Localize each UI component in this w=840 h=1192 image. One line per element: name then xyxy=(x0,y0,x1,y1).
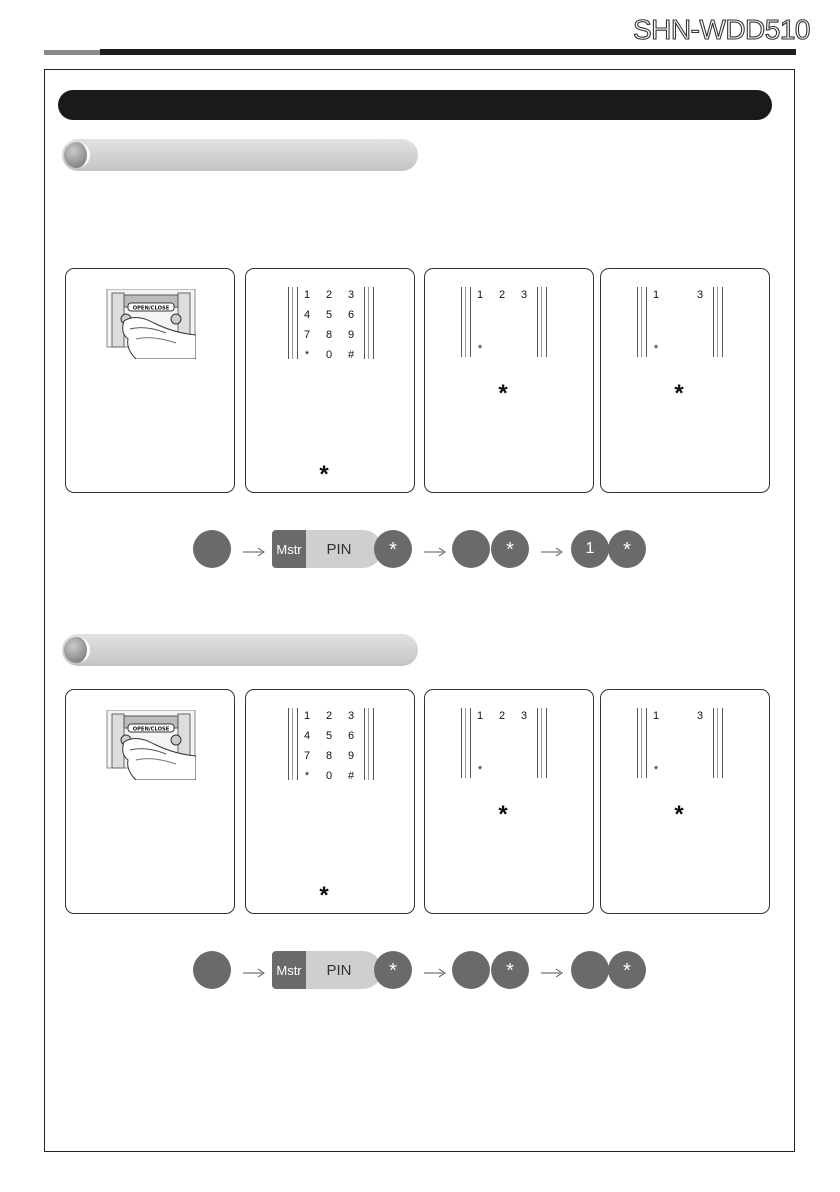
keypad-key: 2 xyxy=(325,289,333,301)
keypad-key: 5 xyxy=(325,730,333,742)
flow-key-one xyxy=(571,951,609,989)
keypad-key: 2 xyxy=(325,710,333,722)
star-key-symbol: * xyxy=(674,380,684,407)
arrow-right-icon xyxy=(541,544,563,554)
keypad-key: 4 xyxy=(303,730,311,742)
star-glyph: * xyxy=(623,960,631,982)
keypad-key: * xyxy=(653,343,659,355)
step-panel-2 xyxy=(245,268,415,493)
arrow-right-icon xyxy=(243,544,265,554)
keypad-key: 4 xyxy=(303,309,311,321)
flow-step-button xyxy=(193,951,231,989)
header-rule xyxy=(100,49,796,55)
keypad-rail xyxy=(364,708,374,780)
arrow-right-icon xyxy=(243,965,265,975)
keypad-illustration xyxy=(288,287,378,367)
keypad-key: 6 xyxy=(347,309,355,321)
flow-key-blank xyxy=(452,951,490,989)
keypad-rail xyxy=(288,708,298,780)
keypad-rail xyxy=(461,287,471,357)
star-glyph: * xyxy=(506,539,514,561)
flow-star-key xyxy=(491,951,529,989)
keypad-key: 3 xyxy=(696,710,704,722)
keypad-key: 8 xyxy=(325,329,333,341)
star-key-symbol: * xyxy=(319,882,329,909)
star-glyph: * xyxy=(623,539,631,561)
arrow-right-icon xyxy=(424,965,446,975)
flow-pin-label: PIN xyxy=(306,951,382,989)
keypad-rail xyxy=(637,287,647,357)
keypad-key: 3 xyxy=(347,710,355,722)
flow-master-pin xyxy=(272,951,382,989)
arrow-right-icon xyxy=(541,965,563,975)
flow-step-button xyxy=(193,530,231,568)
section-header-2 xyxy=(62,634,418,666)
flow-master-pin xyxy=(272,530,382,568)
flow-star-key xyxy=(374,530,412,568)
star-glyph: * xyxy=(506,960,514,982)
star-key-symbol: * xyxy=(498,801,508,828)
star-glyph: * xyxy=(389,960,397,982)
keypad-key: 7 xyxy=(303,329,311,341)
header-rule-accent xyxy=(44,50,100,55)
keypad-key: 1 xyxy=(303,289,311,301)
keypad-key: * xyxy=(653,764,659,776)
keypad-rail xyxy=(637,708,647,778)
keypad-key: 8 xyxy=(325,750,333,762)
keypad-key: 1 xyxy=(476,289,484,301)
door-button-label: OPEN/CLOSE xyxy=(132,305,170,312)
keypad-key: 1 xyxy=(476,710,484,722)
keypad-key: 3 xyxy=(520,710,528,722)
flow-key-one: 1 xyxy=(571,530,609,568)
keypad-key: 9 xyxy=(347,750,355,762)
step-panel-3 xyxy=(424,689,594,914)
keypad-key: 0 xyxy=(325,349,333,361)
keypad-key: # xyxy=(347,770,355,782)
keypad-key: 1 xyxy=(652,710,660,722)
keypad-key: * xyxy=(304,349,310,361)
door-lock-illustration xyxy=(106,710,196,780)
keypad-key: 3 xyxy=(696,289,704,301)
step-panel-1 xyxy=(65,689,235,914)
keypad-key: * xyxy=(477,343,483,355)
keypad-key: 3 xyxy=(520,289,528,301)
door-lock-illustration xyxy=(106,289,196,359)
arrow-right-icon xyxy=(424,544,446,554)
section-title-bar xyxy=(58,90,772,120)
keypad-key: * xyxy=(477,764,483,776)
keypad-key: 3 xyxy=(347,289,355,301)
keypad-key: 6 xyxy=(347,730,355,742)
bullet-icon xyxy=(64,142,90,168)
bullet-icon xyxy=(64,637,90,663)
page-frame xyxy=(44,69,795,1152)
step-panel-1 xyxy=(65,268,235,493)
keypad-key: 1 xyxy=(652,289,660,301)
flow-mstr-label: Mstr xyxy=(272,951,306,989)
keypad-rail xyxy=(537,287,547,357)
star-key-symbol: * xyxy=(319,461,329,488)
keypad-key: 5 xyxy=(325,309,333,321)
step-panel-4 xyxy=(600,268,770,493)
keypad-illustration xyxy=(637,287,727,362)
flow-star-key xyxy=(374,951,412,989)
flow-star-key xyxy=(608,530,646,568)
keypad-illustration xyxy=(288,708,378,788)
keypad-rail xyxy=(288,287,298,359)
flow-mstr-label: Mstr xyxy=(272,530,306,568)
star-key-symbol: * xyxy=(498,380,508,407)
door-button-label: OPEN/CLOSE xyxy=(132,726,170,733)
keypad-key: 2 xyxy=(498,710,506,722)
keypad-key: 0 xyxy=(325,770,333,782)
keypad-key: 2 xyxy=(498,289,506,301)
model-title: SHN-WDD510 xyxy=(632,14,810,45)
keypad-rail xyxy=(537,708,547,778)
step-panel-2 xyxy=(245,689,415,914)
keypad-key: 7 xyxy=(303,750,311,762)
flow-pin-label: PIN xyxy=(306,530,382,568)
flow-key-blank xyxy=(452,530,490,568)
keypad-rail xyxy=(713,287,723,357)
step-panel-3 xyxy=(424,268,594,493)
keypad-illustration xyxy=(461,287,551,362)
keypad-key: * xyxy=(304,770,310,782)
flow-star-key xyxy=(491,530,529,568)
keypad-key: # xyxy=(347,349,355,361)
keypad-key: 1 xyxy=(303,710,311,722)
keypad-rail xyxy=(461,708,471,778)
star-glyph: * xyxy=(389,539,397,561)
step-panel-4 xyxy=(600,689,770,914)
keypad-rail xyxy=(713,708,723,778)
keypad-illustration xyxy=(461,708,551,783)
star-key-symbol: * xyxy=(674,801,684,828)
flow-star-key xyxy=(608,951,646,989)
keypad-key: 9 xyxy=(347,329,355,341)
section-header-1 xyxy=(62,139,418,171)
keypad-rail xyxy=(364,287,374,359)
keypad-illustration xyxy=(637,708,727,783)
